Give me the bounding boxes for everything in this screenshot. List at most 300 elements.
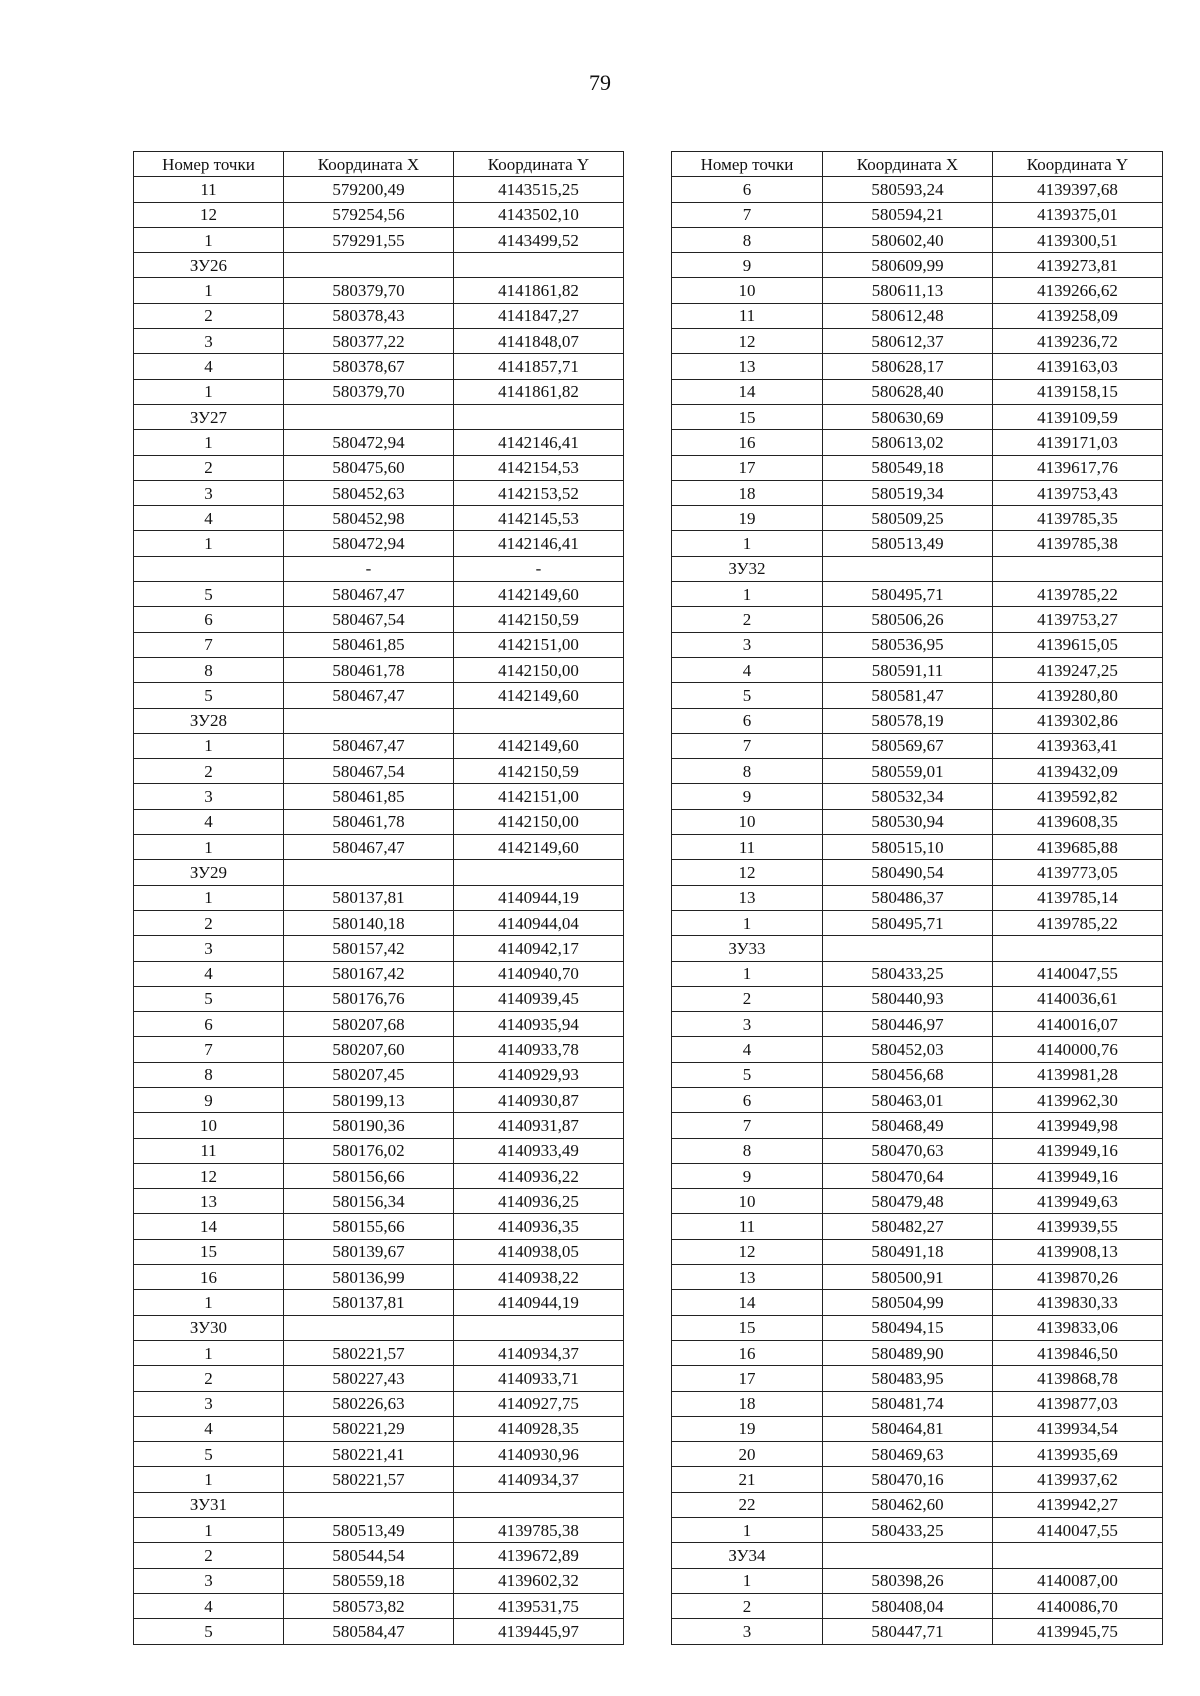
section-row [134,708,624,733]
coordinate-x-cell: 580408,04 [823,1593,993,1618]
coordinate-x-cell: 580156,34 [284,1189,454,1214]
coordinate-x-cell: 580479,48 [823,1189,993,1214]
coordinate-y-cell: 4139247,25 [993,657,1163,682]
coordinate-y-cell: 4140936,22 [454,1163,624,1188]
coordinate-x-cell: 580462,60 [823,1492,993,1517]
coordinate-y-cell [993,556,1163,581]
table-row [672,379,1163,404]
coordinate-x-cell: 580612,37 [823,329,993,354]
coordinate-y-cell: 4139934,54 [993,1416,1163,1441]
coordinate-y-cell: 4139949,98 [993,1113,1163,1138]
table-row [672,227,1163,252]
table-row [134,1467,624,1492]
table-row [672,1113,1163,1138]
table-row [672,1265,1163,1290]
table-row [134,177,624,202]
coordinate-x-cell: 580628,17 [823,354,993,379]
table-row [134,354,624,379]
table-body-left [134,177,624,1644]
coordinate-x-cell: 580452,03 [823,1037,993,1062]
point-number-cell: 12 [134,1163,284,1188]
coordinate-y-cell: 4140930,96 [454,1442,624,1467]
coordinate-x-cell: 580611,13 [823,278,993,303]
coordinate-y-cell: 4140929,93 [454,1062,624,1087]
coordinate-x-cell: 580377,22 [284,329,454,354]
point-number-cell: 8 [672,759,823,784]
table-row [134,1239,624,1264]
coordinate-x-cell: 580613,02 [823,430,993,455]
table-row [672,910,1163,935]
coordinate-y-cell: 4140935,94 [454,1012,624,1037]
table-row [672,885,1163,910]
coordinate-y-cell: 4143499,52 [454,227,624,252]
coordinate-y-cell: 4141861,82 [454,278,624,303]
table-row [672,607,1163,632]
point-number-cell: 16 [672,430,823,455]
table-row [134,1214,624,1239]
coordinate-y-cell: 4139937,62 [993,1467,1163,1492]
point-number-cell: 4 [134,1416,284,1441]
coordinate-y-cell: 4142151,00 [454,784,624,809]
coordinate-x-cell [284,1315,454,1340]
coordinate-x-cell: 580489,90 [823,1340,993,1365]
table-row [672,1189,1163,1214]
coordinate-y-cell: 4139615,05 [993,632,1163,657]
coordinate-x-cell: 580176,76 [284,986,454,1011]
coordinate-y-cell: 4139785,14 [993,885,1163,910]
table-row [672,404,1163,429]
point-number-cell: 3 [134,329,284,354]
table-header-row [672,152,1163,177]
table-row [672,177,1163,202]
point-number-cell: 20 [672,1442,823,1467]
point-number-cell: 10 [672,278,823,303]
section-label-cell: ЗУ28 [134,708,284,733]
coordinate-y-cell: 4139592,82 [993,784,1163,809]
coordinate-y-cell: 4139785,38 [993,531,1163,556]
point-number-cell: 1 [134,430,284,455]
coordinate-y-cell: 4139785,22 [993,582,1163,607]
coordinate-x-cell [284,1492,454,1517]
coordinate-y-cell: 4143502,10 [454,202,624,227]
point-number-cell: 8 [134,1062,284,1087]
table-row [672,1290,1163,1315]
coordinate-x-cell: 580461,78 [284,809,454,834]
coordinate-x-cell [284,860,454,885]
table-row [672,430,1163,455]
coordinate-y-cell: 4139939,55 [993,1214,1163,1239]
coordinate-y-cell: 4139375,01 [993,202,1163,227]
table-body-right [672,177,1163,1644]
coordinate-x-cell: 580500,91 [823,1265,993,1290]
coordinate-x-cell: 580468,49 [823,1113,993,1138]
coordinate-y-cell: 4139877,03 [993,1391,1163,1416]
coordinate-y-cell: 4139236,72 [993,329,1163,354]
table-row [672,303,1163,328]
point-number-cell: 2 [134,759,284,784]
section-label-cell: ЗУ34 [672,1543,823,1568]
coordinate-y-cell: 4142149,60 [454,582,624,607]
section-label-cell: ЗУ33 [672,936,823,961]
coordinate-y-cell: 4142153,52 [454,480,624,505]
table-row [134,657,624,682]
point-number-cell: 15 [672,1315,823,1340]
coordinate-x-cell: 580536,95 [823,632,993,657]
coordinate-x-cell: 580467,47 [284,683,454,708]
coordinate-y-cell: 4139949,16 [993,1163,1163,1188]
table-row [672,961,1163,986]
coordinate-y-cell: 4139785,22 [993,910,1163,935]
point-number-cell: 1 [134,278,284,303]
table-row [134,1290,624,1315]
point-number-cell: 13 [672,1265,823,1290]
coordinate-y-cell: 4140933,49 [454,1138,624,1163]
coordinate-x-cell: 580157,42 [284,936,454,961]
coordinate-y-cell: 4139868,78 [993,1366,1163,1391]
point-number-cell: 1 [134,379,284,404]
point-number-cell: 1 [134,1467,284,1492]
coordinate-x-cell: - [284,556,454,581]
section-label-cell: ЗУ32 [672,556,823,581]
coordinate-x-cell: 580221,57 [284,1340,454,1365]
coordinate-y-cell: 4140933,71 [454,1366,624,1391]
coordinate-y-cell: 4139949,63 [993,1189,1163,1214]
point-number-cell: 7 [672,1113,823,1138]
point-number-cell: 1 [672,531,823,556]
header-coordinate-y: Координата Y [454,152,624,177]
table-row [672,1416,1163,1441]
table-row [134,303,624,328]
table-row [672,278,1163,303]
coordinate-y-cell: 4143515,25 [454,177,624,202]
point-number-cell: 1 [134,1290,284,1315]
section-row [672,556,1163,581]
coordinate-y-cell [993,1543,1163,1568]
coordinate-x-cell: 580136,99 [284,1265,454,1290]
table-row [672,253,1163,278]
table-row [134,506,624,531]
point-number-cell: 8 [672,227,823,252]
point-number-cell: 1 [134,733,284,758]
coordinate-x-cell: 580469,63 [823,1442,993,1467]
coordinate-y-cell [454,1315,624,1340]
coordinate-x-cell: 580221,57 [284,1467,454,1492]
coordinate-x-cell: 580464,81 [823,1416,993,1441]
point-number-cell: 9 [672,1163,823,1188]
coordinate-y-cell: 4139870,26 [993,1265,1163,1290]
coordinate-y-cell: 4139846,50 [993,1340,1163,1365]
point-number-cell: 1 [134,1518,284,1543]
point-number-cell: 5 [672,1062,823,1087]
coordinate-y-cell: 4140933,78 [454,1037,624,1062]
coordinate-x-cell: 580495,71 [823,582,993,607]
point-number-cell: 1 [134,227,284,252]
point-number-cell: 7 [134,1037,284,1062]
table-row [134,1113,624,1138]
point-number-cell: 2 [134,910,284,935]
coordinate-x-cell: 580176,02 [284,1138,454,1163]
table-row [672,531,1163,556]
point-number-cell: 3 [672,1619,823,1644]
coordinate-x-cell: 580155,66 [284,1214,454,1239]
table-row [134,379,624,404]
header-point-number: Номер точки [672,152,823,177]
coordinate-x-cell: 580398,26 [823,1568,993,1593]
table-row [672,506,1163,531]
coordinate-y-cell: 4142146,41 [454,531,624,556]
coordinate-x-cell: 580226,63 [284,1391,454,1416]
table-row [672,809,1163,834]
coordinate-y-cell: 4140087,00 [993,1568,1163,1593]
point-number-cell: 11 [672,835,823,860]
point-number-cell: 8 [672,1138,823,1163]
coordinate-x-cell: 580506,26 [823,607,993,632]
coordinate-x-cell: 580446,97 [823,1012,993,1037]
coordinate-y-cell: 4142149,60 [454,733,624,758]
point-number-cell: 11 [134,177,284,202]
coordinate-y-cell: 4140016,07 [993,1012,1163,1037]
table-row [672,582,1163,607]
point-number-cell: 15 [134,1239,284,1264]
page-number: 79 [589,70,611,95]
point-number-cell: 16 [134,1265,284,1290]
table-row [134,430,624,455]
coordinate-y-cell: 4141847,27 [454,303,624,328]
point-number-cell: 5 [134,683,284,708]
point-number-cell: 1 [672,961,823,986]
coordinate-y-cell: 4141848,07 [454,329,624,354]
coordinate-y-cell [454,404,624,429]
coordinate-x-cell: 580433,25 [823,961,993,986]
coordinate-x-cell: 580630,69 [823,404,993,429]
table-row [134,1087,624,1112]
table-row [134,809,624,834]
table-row [672,480,1163,505]
point-number-cell: 1 [672,1568,823,1593]
table-row [672,1163,1163,1188]
coordinate-y-cell: 4139945,75 [993,1619,1163,1644]
coordinate-y-cell: 4139908,13 [993,1239,1163,1264]
section-row [672,1543,1163,1568]
table-row [672,1214,1163,1239]
coordinate-x-cell [823,1543,993,1568]
coordinate-x-cell: 579291,55 [284,227,454,252]
point-number-cell: 22 [672,1492,823,1517]
point-number-cell: 2 [672,1593,823,1618]
table-row [672,455,1163,480]
coordinate-y-cell: 4140000,76 [993,1037,1163,1062]
table-row [134,582,624,607]
coordinate-y-cell: 4139608,35 [993,809,1163,834]
point-number-cell: 3 [134,1391,284,1416]
coordinate-y-cell: 4140927,75 [454,1391,624,1416]
coordinate-y-cell [454,708,624,733]
table-header-row [134,152,624,177]
coordinate-y-cell: 4139672,89 [454,1543,624,1568]
coordinate-y-cell: 4139300,51 [993,227,1163,252]
coordinate-x-cell [284,253,454,278]
coordinate-y-cell: 4140938,22 [454,1265,624,1290]
section-label-cell: ЗУ30 [134,1315,284,1340]
coordinate-x-cell: 580379,70 [284,379,454,404]
coordinate-x-cell: 580578,19 [823,708,993,733]
coordinate-x-cell: 580504,99 [823,1290,993,1315]
coordinate-x-cell: 580513,49 [823,531,993,556]
coordinate-x-cell: 580481,74 [823,1391,993,1416]
table-row [672,1239,1163,1264]
coordinate-y-cell: 4140047,55 [993,961,1163,986]
coordinate-x-cell: 580544,54 [284,1543,454,1568]
coordinate-x-cell: 580486,37 [823,885,993,910]
point-number-cell: 14 [134,1214,284,1239]
point-number-cell: 5 [134,582,284,607]
point-number-cell: 1 [134,885,284,910]
point-number-cell: 10 [134,1113,284,1138]
coordinate-y-cell: 4142154,53 [454,455,624,480]
table-row [672,784,1163,809]
coordinate-y-cell: 4140086,70 [993,1593,1163,1618]
table-row [134,1163,624,1188]
point-number-cell: 17 [672,1366,823,1391]
table-row [134,1391,624,1416]
table-row [134,1340,624,1365]
coordinate-y-cell: 4139273,81 [993,253,1163,278]
table-row [672,1340,1163,1365]
table-row [134,1416,624,1441]
point-number-cell [134,556,284,581]
coordinate-x-cell: 580467,47 [284,835,454,860]
table-row [134,1593,624,1618]
point-number-cell: 14 [672,379,823,404]
coordinate-y-cell: 4140942,17 [454,936,624,961]
coordinate-x-cell: 580470,63 [823,1138,993,1163]
point-number-cell: 4 [134,354,284,379]
coordinate-y-cell: 4139158,15 [993,379,1163,404]
coordinate-y-cell: 4142149,60 [454,683,624,708]
coordinate-y-cell: 4139830,33 [993,1290,1163,1315]
coordinate-x-cell: 580509,25 [823,506,993,531]
coordinate-y-cell: 4139602,32 [454,1568,624,1593]
table-row [672,1087,1163,1112]
coordinate-x-cell: 580612,48 [823,303,993,328]
table-row [134,480,624,505]
table-row [134,607,624,632]
coordinate-x-cell: 580167,42 [284,961,454,986]
coordinate-y-cell: 4139981,28 [993,1062,1163,1087]
coordinate-x-cell: 580573,82 [284,1593,454,1618]
table-row [134,986,624,1011]
table-row [672,1568,1163,1593]
coordinates-table-right [671,151,1163,1645]
table-row [672,835,1163,860]
coordinate-x-cell: 580549,18 [823,455,993,480]
table-row [134,784,624,809]
table-row [672,1492,1163,1517]
coordinate-x-cell: 580207,68 [284,1012,454,1037]
coordinates-table-left [133,151,624,1645]
coordinate-x-cell: 580559,18 [284,1568,454,1593]
coordinate-x-cell: 580137,81 [284,1290,454,1315]
point-number-cell: 4 [672,1037,823,1062]
point-number-cell: 4 [134,506,284,531]
table-row [672,1037,1163,1062]
coordinate-x-cell: 580440,93 [823,986,993,1011]
table-row [134,329,624,354]
coordinate-y-cell: 4139773,05 [993,860,1163,885]
table-row [134,1366,624,1391]
coordinate-y-cell: 4140938,05 [454,1239,624,1264]
coordinate-x-cell: 580569,67 [823,733,993,758]
coordinate-x-cell: 580609,99 [823,253,993,278]
coordinate-y-cell [993,936,1163,961]
point-number-cell: 7 [672,733,823,758]
coordinate-y-cell: 4140944,19 [454,885,624,910]
table-row [134,733,624,758]
point-number-cell: 18 [672,480,823,505]
coordinate-y-cell: 4139753,27 [993,607,1163,632]
table-row [134,1012,624,1037]
point-number-cell: 4 [134,809,284,834]
coordinate-y-cell: 4139685,88 [993,835,1163,860]
section-row [134,860,624,885]
table-row [134,1189,624,1214]
table-row [134,1265,624,1290]
section-label-cell: ЗУ26 [134,253,284,278]
table-row [134,1037,624,1062]
coordinate-x-cell: 580532,34 [823,784,993,809]
coordinate-x-cell: 580467,47 [284,582,454,607]
point-number-cell: 3 [134,1568,284,1593]
coordinate-x-cell [823,936,993,961]
coordinate-y-cell: 4139363,41 [993,733,1163,758]
coordinate-x-cell: 579254,56 [284,202,454,227]
header-coordinate-y: Координата Y [993,152,1163,177]
coordinate-y-cell: 4140939,45 [454,986,624,1011]
coordinate-y-cell: 4140944,04 [454,910,624,935]
table-row [672,1467,1163,1492]
point-number-cell: 1 [672,582,823,607]
point-number-cell: 3 [134,784,284,809]
section-label-cell: ЗУ27 [134,404,284,429]
point-number-cell: 7 [134,632,284,657]
coordinate-x-cell: 580559,01 [823,759,993,784]
coordinate-y-cell: 4141857,71 [454,354,624,379]
table-row [134,936,624,961]
table-row [672,329,1163,354]
coordinate-y-cell: 4140928,35 [454,1416,624,1441]
coordinate-y-cell: 4140934,37 [454,1340,624,1365]
point-number-cell: 9 [134,1087,284,1112]
coordinate-y-cell: 4139280,80 [993,683,1163,708]
table-row [134,835,624,860]
coordinate-x-cell: 580594,21 [823,202,993,227]
coordinate-x-cell: 580463,01 [823,1087,993,1112]
point-number-cell: 3 [672,632,823,657]
table-row [672,1518,1163,1543]
coordinate-y-cell: 4140036,61 [993,986,1163,1011]
coordinate-y-cell: 4139432,09 [993,759,1163,784]
table-row [672,683,1163,708]
header-coordinate-x: Координата X [823,152,993,177]
point-number-cell: 6 [134,1012,284,1037]
coordinate-y-cell: 4142150,59 [454,759,624,784]
coordinate-y-cell: 4140047,55 [993,1518,1163,1543]
table-row [672,733,1163,758]
header-coordinate-x: Координата X [284,152,454,177]
table-row [672,1366,1163,1391]
coordinate-y-cell: 4139163,03 [993,354,1163,379]
point-number-cell: 1 [672,1518,823,1543]
